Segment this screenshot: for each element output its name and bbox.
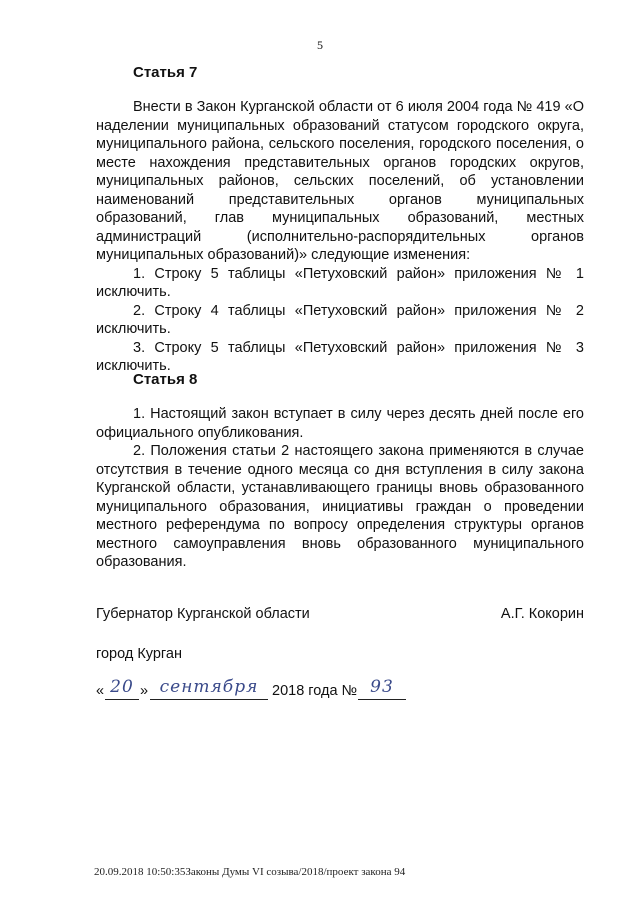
close-quote: » <box>140 683 149 699</box>
handwritten-number: 93 <box>358 677 406 700</box>
article-7-body <box>96 98 584 376</box>
date-line <box>96 677 426 703</box>
open-quote: « <box>96 683 105 699</box>
city-name: город Курган <box>96 646 182 662</box>
article-7-title: Статья 7 <box>133 64 198 81</box>
signatory-name: А.Г. Кокорин <box>500 606 584 622</box>
article-7-item-3: 3. Строку 5 таблицы «Петуховский район» приложения № 3 исключить. <box>96 339 584 374</box>
year-text: 2018 года № <box>272 683 358 699</box>
article-7-paragraph: Внести в Закон Курганской области от 6 июля 2004 года № 419 «О наделении муниципальных образований статусом городского округа, муниципального района, сельского поселения, городского поселения, о месте нахождения представительных органов городских округов, муниципальных районов, сельских поселений, об установлении наименований представительных органов муниципальных образований, глав муниципальных образований, местных администраций (исполнительно-распорядительных органов муниципальных образований)» следующие изменения: <box>96 99 584 263</box>
footer-path: 20.09.2018 10:50:35Законы Думы VI созыва/2018/проект закона 94 <box>94 866 406 878</box>
article-8-item-2: 2. Положения статьи 2 настоящего закона применяются в случае отсутствия в течение одного месяца со дня вступления в силу закона Курганской области, устанавливающего границы вновь образованного муниципального образования, инициативы граждан о проведении местного референдума по вопросу определения структуры органов местного самоуправления вновь образованного муниципального образования. <box>96 443 584 570</box>
signature-block <box>96 606 584 622</box>
article-8-body <box>96 405 584 572</box>
article-8-item-1: 1. Настоящий закон вступает в силу через десять дней после его официального опубликования. <box>96 406 584 441</box>
article-7-item-2: 2. Строку 4 таблицы «Петуховский район» приложения № 2 исключить. <box>96 302 584 337</box>
handwritten-month: сентября <box>150 677 268 700</box>
article-7-item-1: 1. Строку 5 таблицы «Петуховский район» приложения № 1 исключить. <box>96 265 584 300</box>
handwritten-day: 20 <box>105 677 139 700</box>
page-number: 5 <box>317 38 323 52</box>
article-8-title: Статья 8 <box>133 371 198 388</box>
signatory-position: Губернатор Курганской области <box>96 606 310 622</box>
